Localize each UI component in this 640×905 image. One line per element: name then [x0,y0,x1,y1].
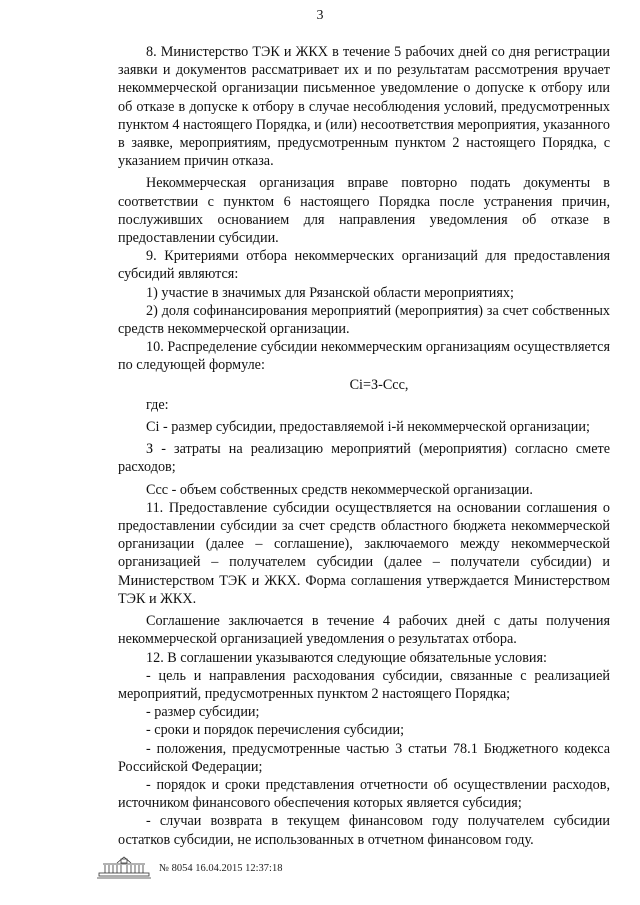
paragraph-12-item: - положения, предусмотренные частью 3 статьи 78.1 Бюджетного кодекса Российской Федерации; [118,740,610,775]
paragraph-11-agreement-term: Соглашение заключается в течение 4 рабочих дней с даты получения некоммерческой организацией уведомления о результатах отбора. [118,613,610,648]
paragraph-12-item: - сроки и порядок перечисления субсидии; [146,722,405,739]
registration-stamp: № 8054 16.04.2015 12:37:18 [159,862,283,874]
paragraph-12-item: - случаи возврата в текущем финансовом году получателем субсидии остатков субсидии, не использованных в отчетном финансовом году. [118,813,610,848]
definition-z: З - затраты на реализацию мероприятий (мероприятия) согласно смете расходов; [118,441,610,476]
subsidy-formula: Ci=З-Ccc, [349,376,409,393]
paragraph-9-item-1: 1) участие в значимых для Рязанской области мероприятиях; [146,284,514,301]
paragraph-12-item: - размер субсидии; [146,704,260,721]
paragraph-9-item-2: 2) доля софинансирования мероприятий (мероприятия) за счет собственных средств некоммерческой организации. [118,302,610,338]
document-body [118,43,610,849]
registration-footer [95,855,282,881]
definition-ci: Ci - размер субсидии, предоставляемой i-й некоммерческой организации; [146,419,590,436]
paragraph-12: 12. В соглашении указываются следующие обязательные условия: [146,649,547,666]
paragraph-10: 10. Распределение субсидии некоммерческим организациям осуществляется по следующей формуле: [118,339,610,374]
paragraph-8: 8. Министерство ТЭК и ЖКХ в течение 5 рабочих дней со дня регистрации заявки и документов рассматривает их и по результатам рассмотрения вручает некоммерческой организации письменное уведомление о допуске к отбору или об отказе в допуске к отбору в случае несоблюдения условий, предусмотренных пунктом 4 настоящего Порядка, и (или) несоответствия мероприятия, указанного в заявке, мероприятиям, предусмотренным пунктом 2 настоящего Порядка, с указанием причин отказа. [118,44,610,170]
page-number: 3 [316,8,324,23]
paragraph-12-item: - цель и направления расходования субсидии, связанные с реализацией мероприятий, предусмотренных пунктом 2 настоящего Порядка; [118,667,610,702]
paragraph-9: 9. Критериями отбора некоммерческих организаций для предоставления субсидий являются: [118,248,610,283]
paragraph-12-item: - порядок и сроки представления отчетности об осуществлении расходов, источником финансового обеспечения которых является субсидия; [118,776,610,812]
where-label: где: [146,396,169,413]
definition-ccc: Ccc - объем собственных средств некоммерческой организации. [146,481,533,498]
paragraph-11: 11. Предоставление субсидии осуществляется на основании соглашения о предоставлении субсидии за счет средств областного бюджета некоммерческой организации (далее – соглашение), заключаемого между некоммерческой организацией – получателем субсидии (далее – получатели субсидии) и Министерством ТЭК и ЖКХ. Форма соглашения утверждается Министерством ТЭК и ЖКХ. [118,499,610,607]
building-seal-icon [95,855,153,881]
paragraph-8-resubmission: Некоммерческая организация вправе повторно подать документы в соответствии с пунктом 6 настоящего Порядка после устранения причин, послуживших основанием для направления уведомления об отказе в предоставлении субсидии. [118,175,610,247]
